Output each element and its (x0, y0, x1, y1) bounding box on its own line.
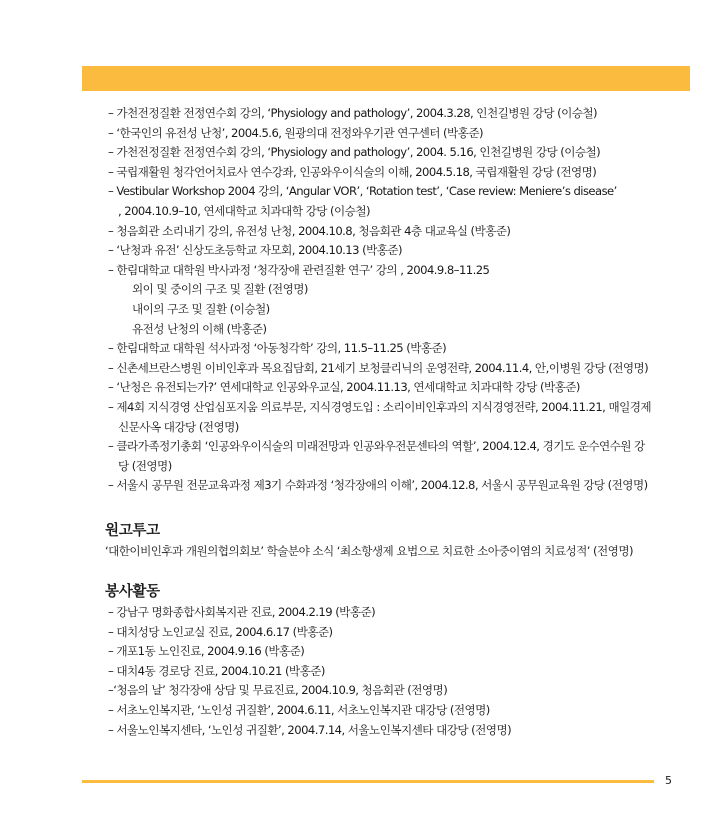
lecture-item: – 한림대학교 대학원 박사과정 ‘청각장애 관련질환 연구’ 강의 , 2004.9.8–11.25 (108, 262, 490, 277)
lecture-item: – 클라가족정기총회 ‘인공와우이식술의 미래전망과 인공와우전문센타의 역할’, 2004.12.4, 경기도 운수연수원 강 (108, 439, 645, 454)
manuscript-section-title: 원고투고 (105, 523, 160, 539)
lecture-item: – 제4회 지식경영 산업심포지움 의료부문, 지식경영도입 : 소리이비인후과의 지식경영전략, 2004.11.21, 매일경제 (108, 399, 652, 414)
volunteer-item: –‘청음의 날’ 청각장애 상담 및 무료진료, 2004.10.9, 청음회관 (전영명) (108, 683, 448, 698)
lecture-subitem: 내이의 구조 및 질환 (이승철) (132, 301, 270, 316)
lecture-item: – 국립재활원 청각언어치료사 연수강좌, 인공와우이식술의 이해, 2004.5.18, 국립재활원 강당 (전영명) (108, 164, 597, 179)
volunteer-item: – 개포1동 노인진료, 2004.9.16 (박홍준) (108, 644, 305, 659)
lecture-item: – 한림대학교 대학원 석사과정 ‘아동청각학’ 강의, 11.5–11.25 (박홍준) (108, 341, 447, 356)
lecture-item: – 청음회관 소리내기 강의, 유전성 난청, 2004.10.8, 청음회관 4층 대교육실 (박홍준) (108, 223, 511, 238)
lecture-item-continuation: , 2004.10.9–10, 연세대학교 치과대학 강당 (이승철) (118, 203, 370, 218)
volunteer-section-title: 봉사활동 (105, 584, 160, 600)
lecture-item-continuation: 신문사옥 대강당 (전영명) (118, 419, 239, 434)
footer-rule (82, 780, 654, 783)
volunteer-item: – 서초노인복지관, ‘노인성 귀질환’, 2004.6.11, 서초노인복지관 대강당 (전영명) (108, 702, 490, 717)
volunteer-item: – 서울노인복지센타, ‘노인성 귀질환’, 2004.7.14, 서울노인복지센타 대강당 (전영명) (108, 722, 512, 737)
lecture-subitem: 외이 및 중이의 구조 및 질환 (전영명) (132, 282, 308, 297)
volunteer-item: – 대치4동 경로당 진료, 2004.10.21 (박홍준) (108, 663, 325, 678)
page-number: 5 (665, 774, 672, 787)
lecture-item: – ‘난청과 유전’ 신상도초등학교 자모회, 2004.10.13 (박홍준) (108, 243, 402, 258)
volunteer-list (108, 603, 511, 740)
header-accent-band (82, 66, 690, 91)
manuscript-entry: ‘대한이비인후과 개원의협의회보’ 학술분야 소식 ‘최소항생제 요법으로 치료한 소아중이염의 치료성적’ (전영명) (105, 544, 633, 558)
lecture-item: – 가천전정질환 전정연수회 강의, ‘Physiology and pathology’, 2004. 5.16, 인천길병원 강당 (이승철) (108, 145, 601, 160)
volunteer-item: – 강남구 명화종합사회복지관 진료, 2004.2.19 (박홍준) (108, 605, 376, 619)
lecture-item: – 가천전정질환 전정연수회 강의, ‘Physiology and pathology’, 2004.3.28, 인천길병원 강당 (이승철) (108, 106, 598, 120)
lecture-item: – 신촌세브란스병원 이비인후과 목요집담회, 21세기 보청클리닉의 운영전략, 2004.11.4, 안,이병원 강당 (전영명) (108, 360, 649, 375)
volunteer-item: – 대치성당 노인교실 진료, 2004.6.17 (박홍준) (108, 624, 333, 639)
lecture-list (108, 104, 688, 496)
lecture-item: – ‘난청은 유전되는가?’ 연세대학교 인공와우교실, 2004.11.13, 연세대학교 치과대학 강당 (박홍준) (108, 380, 580, 395)
lecture-item: – 서울시 공무원 전문교육과정 제3기 수화과정 ‘청각장애의 이해’, 2004.12.8, 서울시 공무원교육원 강당 (전영명) (108, 478, 648, 493)
lecture-item: – ‘한국인의 유전성 난청’, 2004.5.6, 원광의대 전정와우기관 연구센터 (박홍준) (108, 125, 483, 140)
lecture-item-continuation: 당 (전영명) (118, 458, 172, 473)
lecture-item: – Vestibular Workshop 2004 강의, ‘Angular VOR’, ‘Rotation test’, ‘Case review: Meniere’s disease’ (108, 184, 617, 199)
lecture-subitem: 유전성 난청의 이해 (박홍준) (132, 321, 267, 336)
